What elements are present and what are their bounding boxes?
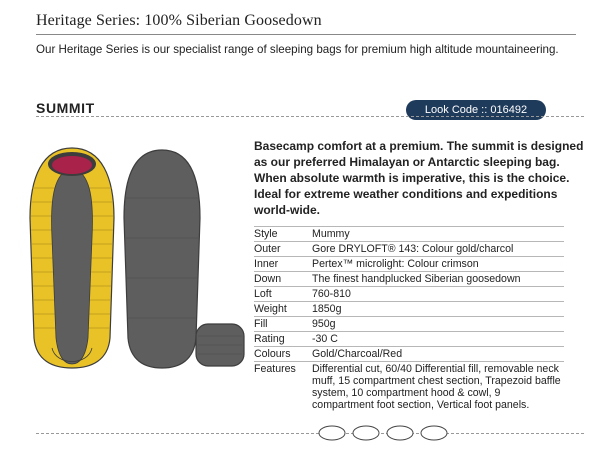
bottom-divider	[36, 433, 584, 434]
spec-value: Gold/Charcoal/Red	[312, 347, 564, 362]
spec-label: Inner	[254, 257, 312, 272]
sleeping-bag-back-view	[124, 150, 200, 368]
spec-label: Loft	[254, 287, 312, 302]
product-description: Basecamp comfort at a premium. The summit is designed as our preferred Himalayan or Antarctic sleeping bag. When absolute warmth is imperative, this is the choice. Ideal for extreme weather conditions and expeditions world-wide.	[254, 139, 584, 217]
spec-row	[254, 317, 564, 332]
spec-row	[254, 302, 564, 317]
spec-value: 950g	[312, 317, 564, 332]
look-code-badge: Look Code :: 016492	[406, 100, 546, 120]
spec-label: Fill	[254, 317, 312, 332]
spec-row	[254, 257, 564, 272]
spec-label: Rating	[254, 332, 312, 347]
spec-label: Weight	[254, 302, 312, 317]
spec-row	[254, 347, 564, 362]
spec-label: Style	[254, 227, 312, 242]
spec-value: Differential cut, 60/40 Differential fill, removable neck muff, 15 compartment chest section, Trapezoid baffle system, 10 compartment hood & cowl, 9 compartment foot section, Vertical foot panels.	[312, 363, 561, 411]
spec-label: Down	[254, 272, 312, 287]
section-divider	[36, 116, 584, 118]
spec-label: Colours	[254, 347, 312, 362]
spec-row	[254, 362, 564, 413]
sleeping-bag-front-view	[30, 148, 114, 368]
spec-row	[254, 287, 564, 302]
header-divider	[36, 34, 576, 35]
spec-value: Gore DRYLOFT® 143: Colour gold/charcol	[312, 242, 564, 257]
page-title: Heritage Series: 100% Siberian Goosedown	[36, 12, 322, 29]
intro-text: Our Heritage Series is our specialist range of sleeping bags for premium high altitude mountaineering.	[36, 43, 559, 56]
spec-value: Mummy	[312, 227, 564, 242]
spec-label: Outer	[254, 242, 312, 257]
stuff-sack	[196, 324, 244, 366]
spec-row	[254, 272, 564, 287]
spec-row	[254, 242, 564, 257]
spec-row	[254, 332, 564, 347]
spec-row	[254, 227, 564, 242]
spec-value: The finest handplucked Siberian goosedown	[312, 272, 564, 287]
spec-label: Features	[254, 363, 296, 375]
spec-value: -30 C	[312, 332, 564, 347]
spec-value: 760-810	[312, 287, 564, 302]
page-ornament	[318, 424, 448, 442]
product-title: SUMMIT	[36, 100, 95, 116]
spec-value: 1850g	[312, 302, 564, 317]
spec-value: Pertex™ microlight: Colour crimson	[312, 257, 564, 272]
spec-table	[254, 226, 564, 412]
sleeping-bag-illustration	[22, 138, 252, 378]
